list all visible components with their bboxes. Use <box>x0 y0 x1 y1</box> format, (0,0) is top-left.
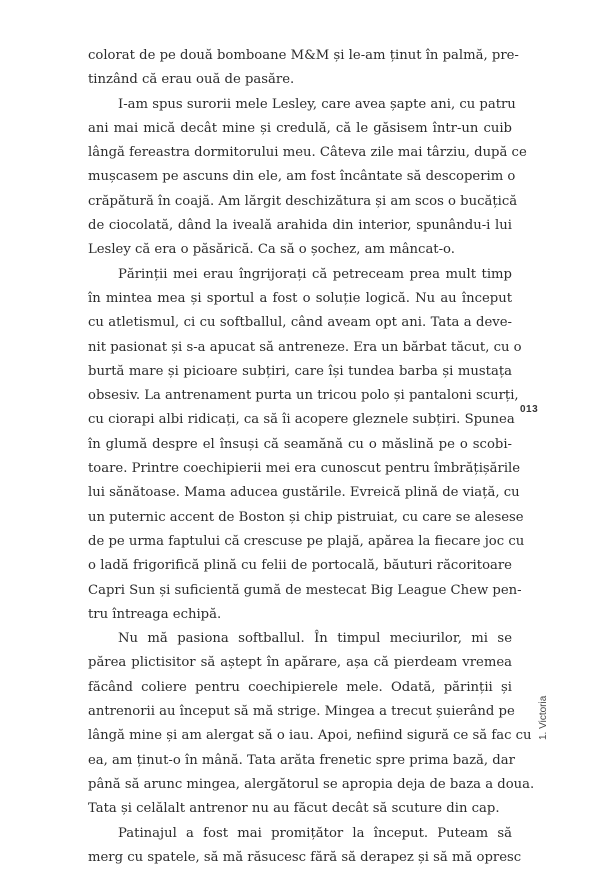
text-line: Tata și celălalt antrenor nu au făcut decât să scuture din cap. <box>88 797 512 821</box>
text-line: burtă mare și picioare subțiri, care își tundea barba și mustața <box>88 360 512 384</box>
paragraph <box>88 263 512 627</box>
text-line: cu atletismul, ci cu softballul, când aveam opt ani. Tata a deve- <box>88 311 512 335</box>
text-line: până să arunc mingea, alergătorul se apropia deja de baza a doua. <box>88 773 512 797</box>
text-line: în glumă despre el însuși că seamănă cu o măslină pe o scobi- <box>88 433 512 457</box>
text-line: în mintea mea și sportul a fost o soluție logică. Nu au început <box>88 287 512 311</box>
page-number: 013 <box>520 404 560 415</box>
text-line: obsesiv. La antrenament purta un tricou polo și pantaloni scurți, <box>88 384 512 408</box>
body-text <box>88 44 512 870</box>
text-line: ani mai mică decât mine și credulă, că le găsisem într-un cuib <box>88 117 512 141</box>
text-line: cu ciorapi albi ridicați, ca să îi acopere gleznele subțiri. Spunea <box>88 408 512 432</box>
text-line: ea, am ținut-o în mână. Tata arăta frenetic spre prima bază, dar <box>88 749 512 773</box>
text-line: crăpătură în coajă. Am lărgit deschizătura și am scos o bucățică <box>88 190 512 214</box>
text-line: Nu mă pasiona softballul. În timpul meciurilor, mi se <box>88 627 512 651</box>
text-line: făcând coliere pentru coechipierele mele. Odată, părinții și <box>88 676 512 700</box>
text-line: Lesley că era o păsărică. Ca să o șochez, am mâncat-o. <box>88 238 512 262</box>
text-line: antrenorii au început să mă strige. Mingea a trecut șuierând pe <box>88 700 512 724</box>
text-line: părea plictisitor să aștept în apărare, așa că pierdeam vremea <box>88 651 512 675</box>
text-line: colorat de pe două bomboane M&M și le-am ținut în palmă, pre- <box>88 44 512 68</box>
text-line: Părinții mei erau îngrijorați că petreceam prea mult timp <box>88 263 512 287</box>
text-line: tru întreaga echipă. <box>88 603 512 627</box>
text-line: un puternic accent de Boston și chip pistruiat, cu care se alesese <box>88 506 512 530</box>
paragraph <box>88 93 512 263</box>
text-line: Capri Sun și suficientă gumă de mestecat Big League Chew pen- <box>88 579 512 603</box>
text-line: nit pasionat și s-a apucat să antreneze. Era un bărbat tăcut, cu o <box>88 336 512 360</box>
text-line: tinzând că erau ouă de pasăre. <box>88 68 512 92</box>
text-line: mușcasem pe ascuns din ele, am fost încântate să descoperim o <box>88 165 512 189</box>
text-line: toare. Printre coechipierii mei era cunoscut pentru îmbrățișările <box>88 457 512 481</box>
text-line: lui sănătoase. Mama aducea gustările. Evreică plină de viață, cu <box>88 481 512 505</box>
text-line: o ladă frigorifică plină cu felii de portocală, băuturi răcoritoare <box>88 554 512 578</box>
text-line: lângă mine și am alergat să o iau. Apoi, nefiind sigură ce să fac cu <box>88 724 512 748</box>
paragraph <box>88 822 512 870</box>
text-line: merg cu spatele, să mă răsucesc fără să derapez și să mă opresc <box>88 846 512 870</box>
text-line: de pe urma faptului că crescuse pe plajă, apărea la fiecare joc cu <box>88 530 512 554</box>
text-line: Patinajul a fost mai promițător la început. Puteam să <box>88 822 512 846</box>
running-head: 1. Victoria <box>538 640 549 740</box>
paragraph <box>88 627 512 821</box>
text-line: de ciocolată, dând la iveală arahida din interior, spunându-i lui <box>88 214 512 238</box>
paragraph <box>88 44 512 93</box>
text-line: I-am spus surorii mele Lesley, care avea șapte ani, cu patru <box>88 93 512 117</box>
text-line: lângă fereastra dormitorului meu. Câteva zile mai târziu, după ce <box>88 141 512 165</box>
